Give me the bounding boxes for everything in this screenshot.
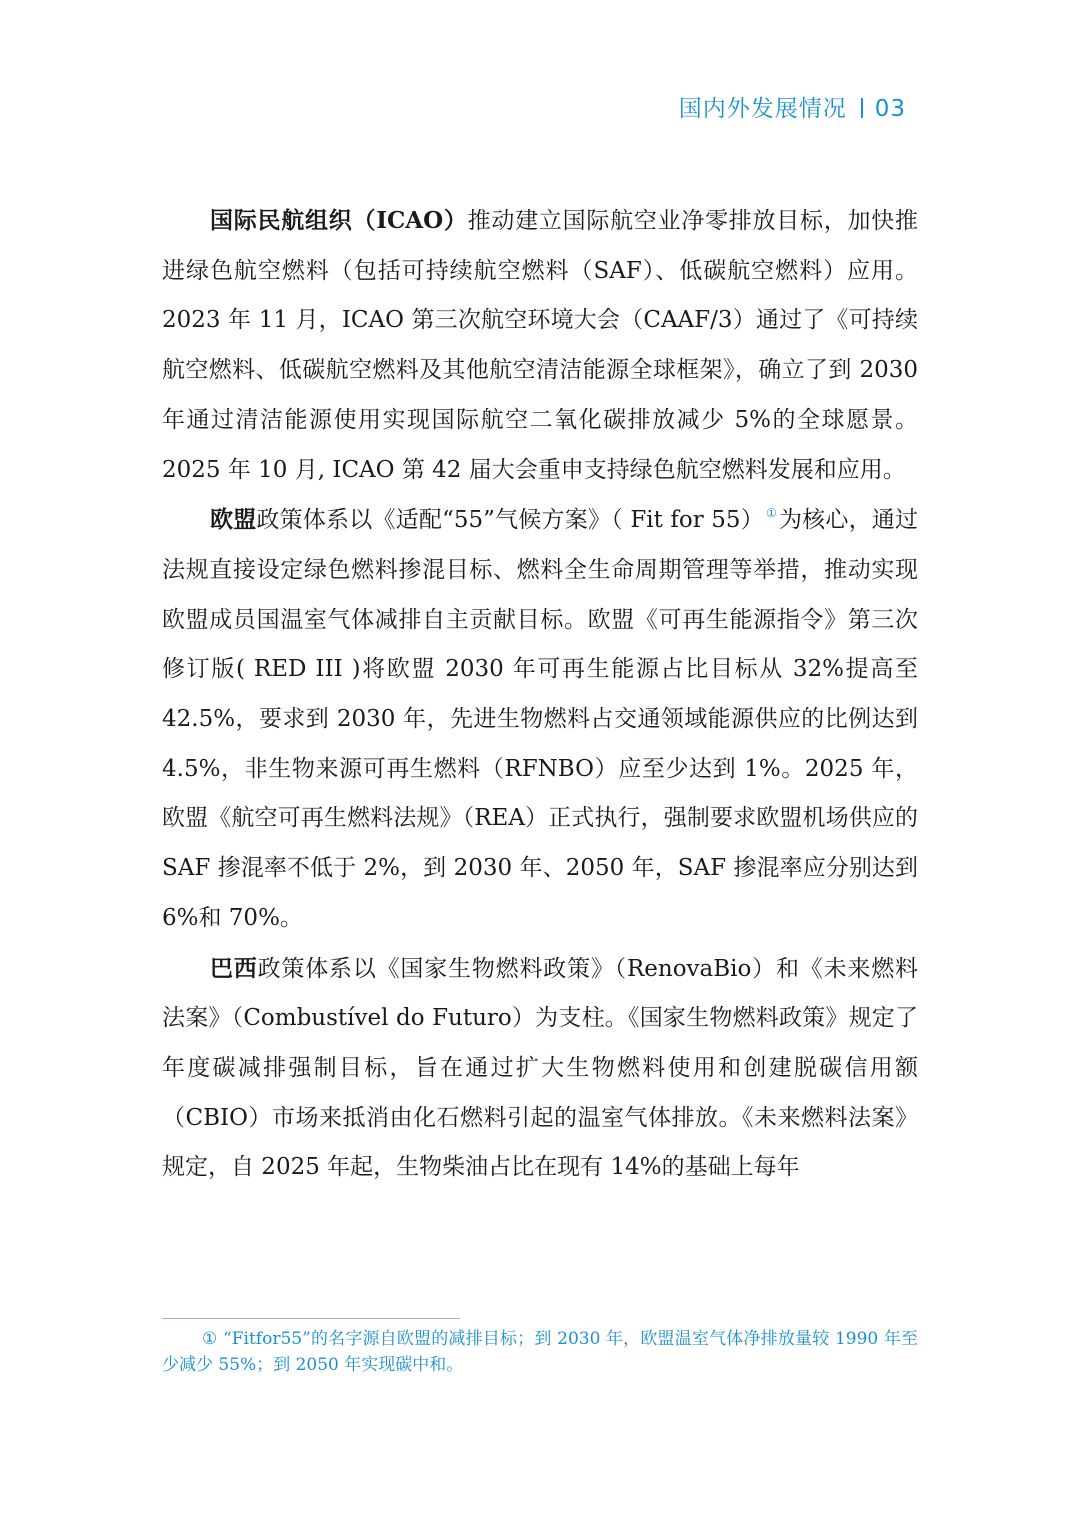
page-header [679,90,906,123]
paragraph-brazil [162,944,918,1194]
footnote [162,1326,918,1378]
paragraph-lead: 国际民航组织（ICAO） [210,207,468,234]
paragraph-lead: 欧盟 [210,506,257,534]
footnote-divider [162,1318,460,1319]
footnote-text: “Fitfor55”的名字源自欧盟的减排目标；到 2030 年，欧盟温室气体净排放量较 1990 年至少减少 55%；到 2050 年实现碳中和。 [162,1329,919,1375]
body-text [162,196,918,1193]
footnote-reference[interactable]: ① [765,506,777,521]
paragraph-text-before-ref: 政策体系以《适配“55”气候方案》（ Fit for 55） [256,507,764,534]
paragraph-eu [162,495,918,943]
paragraph-text: 推动建立国际航空业净零排放目标，加快推进绿色航空燃料（包括可持续航空燃料（SAF）、低碳航空燃料）应用。2023 年 11 月，ICAO 第三次航空环境大会（CAAF/3）通过了《可持续航空燃料、低碳航空燃料及其他航空清洁能源全球框架》，确立了到 2030 年通过清洁能源使用实现国际航空二氧化碳排放减少 5%的全球愿景。2025 年 10 月, ICAO 第 42 届大会重申支持绿色航空燃料发展和应用。 [162,208,919,483]
paragraph-icao [162,196,918,495]
paragraph-text: 为核心，通过法规直接设定绿色燃料掺混目标、燃料全生命周期管理等举措，推动实现欧盟成员国温室气体减排自主贡献目标。欧盟《可再生能源指令》第三次修订版( RED III )将欧盟 2030 年可再生能源占比目标从 32%提高至 42.5%，要求到 2030 年，先进生物燃料占交通领域能源供应的比例达到 4.5%，非生物来源可再生燃料（RFNBO）应至少达到 1%。2025 年，欧盟《航空可再生燃料法规》（REA）正式执行，强制要求欧盟机场供应的 SAF 掺混率不低于 2%，到 2030 年、2050 年，SAF 掺混率应分别达到 6%和 70%。 [162,507,918,931]
section-title: 国内外发展情况 [678,96,847,122]
paragraph-lead: 巴西 [210,954,258,982]
footnote-marker: ① [202,1329,218,1349]
header-separator [861,98,863,118]
paragraph-text: 政策体系以《国家生物燃料政策》（RenovaBio）和《未来燃料法案》（Combustível do Futuro）为支柱。《国家生物燃料政策》规定了年度碳减排强制目标，旨在通过扩大生物燃料使用和创建脱碳信用额（CBIO）市场来抵消由化石燃料引起的温室气体排放。《未来燃料法案》规定，自 2025 年起，生物柴油占比在现有 14%的基础上每年 [162,955,918,1181]
page-number: 03 [874,96,906,122]
